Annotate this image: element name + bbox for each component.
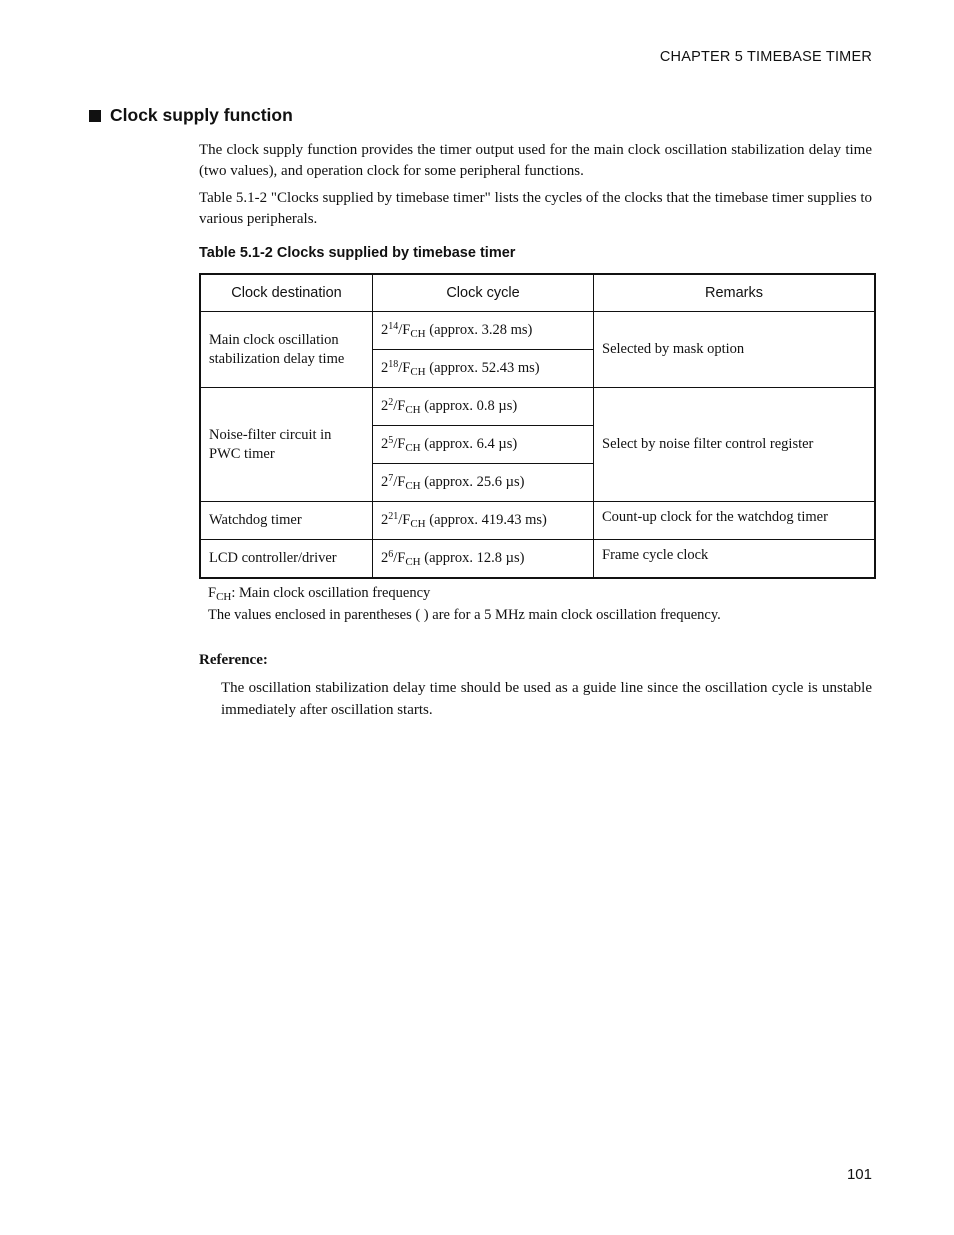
remarks-cell: Frame cycle clock [594, 540, 876, 579]
cycle-cell: $2^{18}/F_{CH}$ (approx. 52.43 ms) [373, 350, 594, 388]
column-header-cycle: Clock cycle [373, 274, 594, 312]
destination-cell: Watchdog timer [200, 502, 373, 540]
cycle-cell: $2^7/F_{CH}$ (approx. 25.6 µs) [373, 464, 594, 502]
destination-cell: LCD controller/driver [200, 540, 373, 579]
destination-cell: Main clock oscillation stabilization delay time [200, 312, 373, 388]
black-square-icon [89, 110, 101, 122]
table-row [200, 502, 875, 540]
running-header: CHAPTER 5 TIMEBASE TIMER [659, 49, 872, 65]
column-header-destination: Clock destination [200, 274, 373, 312]
page-number: 101 [846, 1166, 872, 1183]
table-caption: Table 5.1-2 Clocks supplied by timebase timer [199, 245, 516, 261]
values-note: The values enclosed in parentheses ( ) are for a 5 MHz main clock oscillation frequency. [208, 607, 721, 623]
reference-text: The oscillation stabilization delay time should be used as a guide line since the oscillation cycle is unstable immediately after oscillation starts. [221, 680, 872, 718]
table-row [200, 388, 875, 426]
column-header-remarks: Remarks [594, 274, 876, 312]
table-row [200, 540, 875, 579]
fch-note: $F_{CH}$: Main clock oscillation frequency [208, 585, 431, 603]
clocks-table [199, 273, 876, 579]
remarks-cell: Count-up clock for the watchdog timer [594, 502, 876, 540]
cycle-cell: $2^5/F_{CH}$ (approx. 6.4 µs) [373, 426, 594, 464]
cycle-cell: $2^{14}/F_{CH}$ (approx. 3.28 ms) [373, 312, 594, 350]
paragraph-table-intro: Table 5.1-2 "Clocks supplied by timebase timer" lists the cycles of the clocks that the timebase timer supplies to various peripherals. [199, 190, 872, 227]
table-row [200, 312, 875, 350]
table-header-row [200, 274, 875, 312]
section-title [89, 105, 293, 126]
paragraph-clock-supply: The clock supply function provides the timer output used for the main clock oscillation stabilization delay time (two values), and operation clock for some peripheral functions. [199, 142, 872, 179]
reference-title: Reference: [199, 652, 268, 668]
cycle-cell: $2^2/F_{CH}$ (approx. 0.8 µs) [373, 388, 594, 426]
destination-cell: Noise-filter circuit in PWC timer [200, 388, 373, 502]
remarks-cell: Select by noise filter control register [594, 388, 876, 502]
cycle-cell: $2^6/F_{CH}$ (approx. 12.8 µs) [373, 540, 594, 579]
cycle-cell: $2^{21}/F_{CH}$ (approx. 419.43 ms) [373, 502, 594, 540]
remarks-cell: Selected by mask option [594, 312, 876, 388]
section-title-text: Clock supply function [110, 105, 293, 125]
